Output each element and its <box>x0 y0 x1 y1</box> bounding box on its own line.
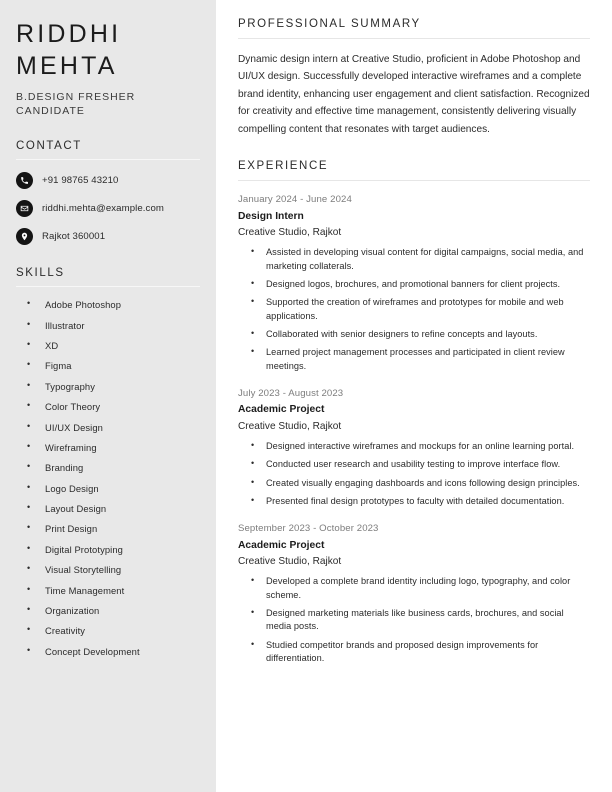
professional-summary-section <box>238 18 590 138</box>
contact-item-email[interactable] <box>16 200 200 217</box>
job-bullet: • Collaborated with senior designers to refine concepts and layouts. <box>238 328 590 341</box>
skill-item: • Organization <box>16 605 200 616</box>
job-dates: September 2023 - October 2023 <box>238 523 379 535</box>
skill-item: • Creativity <box>16 625 200 636</box>
location-pin-icon <box>16 228 33 245</box>
job-bullet: • Learned project management processes and participated in client review meetings. <box>238 346 590 373</box>
experience-job-list <box>238 193 590 665</box>
skills-list <box>16 299 200 657</box>
skill-item: • Branding <box>16 462 200 473</box>
skill-item: • Digital Prototyping <box>16 544 200 555</box>
experience-job <box>238 387 590 508</box>
contact-item-phone[interactable] <box>16 172 200 189</box>
job-title: Academic Project <box>238 404 325 416</box>
job-bullet: • Created visually engaging dashboards and icons following design principles. <box>238 477 590 490</box>
experience-heading: EXPERIENCE <box>238 160 329 173</box>
envelope-icon <box>16 200 33 217</box>
skill-item: • Logo Design <box>16 483 200 494</box>
job-company: Creative Studio, Rajkot <box>238 227 342 239</box>
contact-list <box>16 172 200 245</box>
job-bullet-list <box>238 575 590 665</box>
skill-item: • Time Management <box>16 585 200 596</box>
main-column <box>216 0 612 792</box>
contact-heading: CONTACT <box>16 140 82 153</box>
skill-item: • Visual Storytelling <box>16 564 200 575</box>
job-bullet: • Designed marketing materials like business cards, brochures, and social media posts. <box>238 607 590 634</box>
sidebar <box>0 0 216 792</box>
experience-job <box>238 522 590 665</box>
skill-item: • Illustrator <box>16 320 200 331</box>
job-bullet: • Designed interactive wireframes and mockups for an online learning portal. <box>238 440 590 453</box>
skill-item: • Wireframing <box>16 442 200 453</box>
candidate-name-block <box>16 18 200 118</box>
skill-item: • Concept Development <box>16 646 200 657</box>
contact-divider <box>16 159 200 160</box>
candidate-last-name: MEHTA <box>16 52 118 80</box>
job-title: Design Intern <box>238 210 304 222</box>
contact-phone-value: +91 98765 43210 <box>42 175 119 187</box>
experience-divider <box>238 180 590 181</box>
experience-section <box>238 160 590 665</box>
contact-location-value: Rajkot 360001 <box>42 231 106 243</box>
skill-item: • UI/UX Design <box>16 422 200 433</box>
skill-item: • XD <box>16 340 200 351</box>
skill-item: • Typography <box>16 381 200 392</box>
experience-job <box>238 193 590 373</box>
candidate-first-name: RIDDHI <box>16 20 122 48</box>
job-bullet-list <box>238 246 590 373</box>
skill-item: • Figma <box>16 360 200 371</box>
job-dates: July 2023 - August 2023 <box>238 387 344 399</box>
summary-heading: PROFESSIONAL SUMMARY <box>238 18 421 30</box>
candidate-role: B.DESIGN FRESHER CANDIDATE <box>16 91 136 118</box>
job-bullet: • Developed a complete brand identity including logo, typography, and color scheme. <box>238 575 590 602</box>
skills-section <box>16 267 200 657</box>
skill-item: • Layout Design <box>16 503 200 514</box>
job-company: Creative Studio, Rajkot <box>238 556 342 568</box>
contact-email-value: riddhi.mehta@example.com <box>42 203 164 215</box>
contact-item-location[interactable] <box>16 228 200 245</box>
phone-icon <box>16 172 33 189</box>
job-company: Creative Studio, Rajkot <box>238 420 342 432</box>
job-bullet: • Conducted user research and usability testing to improve interface flow. <box>238 458 590 471</box>
job-dates: January 2024 - June 2024 <box>238 194 352 206</box>
contact-section <box>16 140 200 245</box>
summary-text: Dynamic design intern at Creative Studio, proficient in Adobe Photoshop and UI/UX design. Successfully developed interactive wireframes and a complete brand identity, enhancing user engagement and client satisfaction. Recognized for creativity and effective time management, consistently delivering visually compelling content that resonates with target audiences. <box>238 54 590 135</box>
job-title: Academic Project <box>238 539 325 551</box>
job-bullet: • Assisted in developing visual content for digital campaigns, social media, and marketing collaterals. <box>238 246 590 273</box>
skills-divider <box>16 286 200 287</box>
job-bullet: • Designed logos, brochures, and promotional banners for client projects. <box>238 278 590 291</box>
job-bullet: • Presented final design prototypes to faculty with detailed documentation. <box>238 495 590 508</box>
skill-item: • Color Theory <box>16 401 200 412</box>
skills-heading: SKILLS <box>16 267 65 280</box>
summary-divider <box>238 38 590 39</box>
skill-item: • Print Design <box>16 523 200 534</box>
job-bullet: • Studied competitor brands and proposed design improvements for differentiation. <box>238 639 590 666</box>
job-bullet-list <box>238 440 590 508</box>
skill-item: • Adobe Photoshop <box>16 299 200 310</box>
job-bullet: • Supported the creation of wireframes and prototypes for mobile and web applications. <box>238 296 590 323</box>
